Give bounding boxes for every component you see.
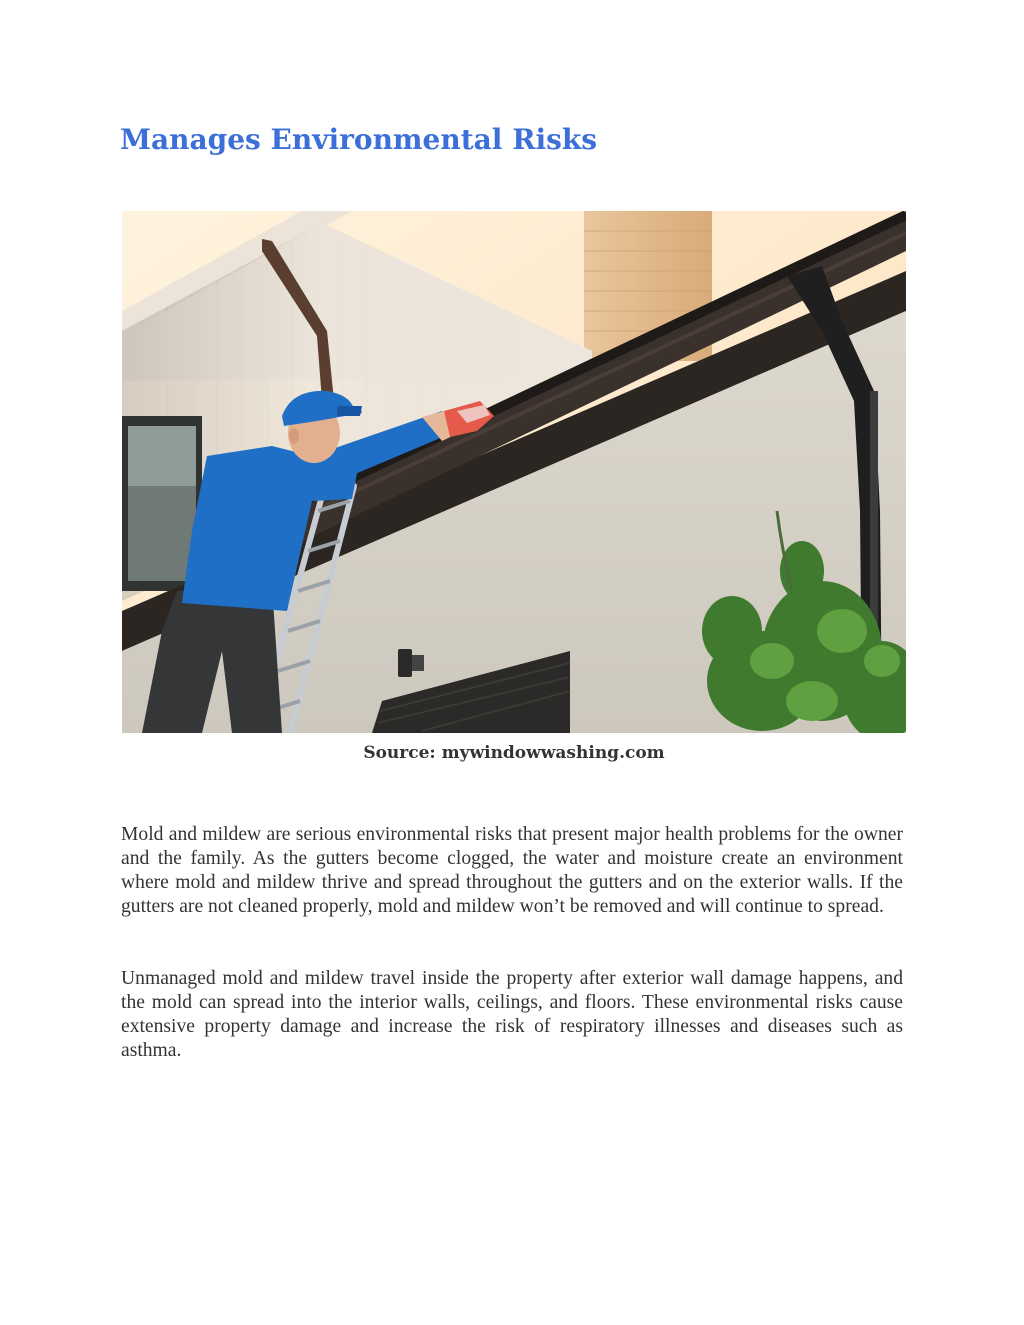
photo-illustration bbox=[122, 211, 906, 733]
image-source-caption: Source: mywindowwashing.com bbox=[363, 743, 665, 763]
body-paragraph: Unmanaged mold and mildew travel inside the property after exterior wall damage happens, and the mold can spread into the interior walls, ceilings, and floors. These environmental risks cause extensive property damage and increase the risk of respiratory illnesses and diseases such as asthma. bbox=[121, 968, 903, 1061]
body-paragraph: Mold and mildew are serious environmental risks that present major health problems for the owner and the family. As the gutters become clogged, the water and moisture create an environment where mold and mildew thrive and spread throughout the gutters and on the exterior walls. If the gutters are not cleaned properly, mold and mildew won’t be removed and will continue to spread. bbox=[121, 824, 903, 917]
section-heading: Manages Environmental Risks bbox=[120, 123, 598, 156]
gutter-cleaning-photo bbox=[122, 211, 906, 733]
